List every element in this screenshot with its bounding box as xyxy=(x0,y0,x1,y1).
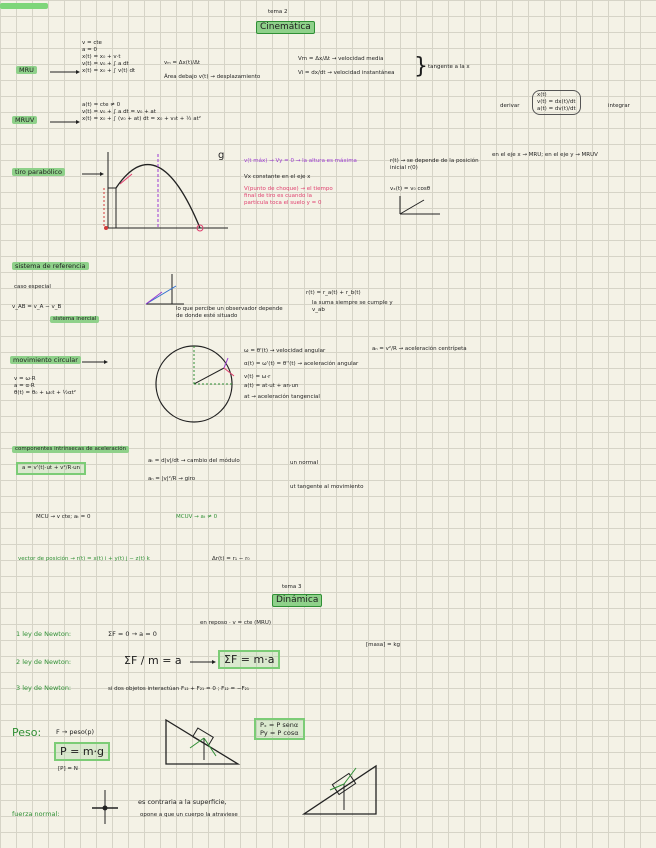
incline-diagram xyxy=(162,716,242,768)
componentes-label: componentes intrínsecas de aceleración xyxy=(12,446,129,453)
brace-icon: } xyxy=(414,54,428,79)
ley1-label: 1 ley de Newton: xyxy=(16,630,72,638)
circular-right: ω = θ'(t) → velocidad angular α(t) = ω'(t) = θ''(t) → aceleración angular v(t) = ω·r a(t) = at·ut + an·un at → aceleración tangencial xyxy=(244,348,359,400)
circular-lines: v = ω·R a = α·R θ(t) = θ₀ + ω₀t + ½αt² xyxy=(14,376,76,396)
peso-line1: F → peso(p) xyxy=(56,728,95,736)
tiro-vpunto: V(punto de choque) → el tiempo final de tiro es cuando la partícula toca el suelo y = 0 xyxy=(244,186,333,206)
components-box: Pₓ = P senα Py = P cosα xyxy=(254,718,305,740)
arrow-icon xyxy=(50,70,80,74)
define-block: x(t) v(t) = dx(t)/dt a(t) = dv(t)/dt xyxy=(532,90,581,115)
tema3-title: Dinámica xyxy=(272,594,322,607)
normal-label: fuerza normal: xyxy=(12,810,60,818)
integrate-label: integrar xyxy=(608,103,630,109)
componentes-at: aₜ = d|v|/dt → cambio del módulo xyxy=(148,458,240,464)
mru-lines: v = cte a = 0 x(t) = x₀ + v·t v(t) = v₀ + ∫ a dt x(t) = x₀ + ∫ v(t) dt xyxy=(82,40,136,74)
normal-line1: es contraria a la superficie, xyxy=(138,798,227,806)
tiro-right2: vₓ(t) = v₀ cosθ xyxy=(390,186,431,192)
reference-diagram xyxy=(142,272,188,308)
projectile-diagram xyxy=(96,146,236,236)
mru-label: MRU xyxy=(16,66,37,74)
arrow-icon xyxy=(50,120,80,124)
sistema-label: sistema de referencia xyxy=(12,262,89,270)
ley1-eq: ΣF = 0 → a = 0 xyxy=(108,630,157,638)
mcuv-note: MCUV → aₜ ≠ 0 xyxy=(176,514,218,520)
caso-especial: caso especial xyxy=(14,284,51,290)
tiro-vmax: v(t máx) → Vy = 0 → la altura es máxima xyxy=(244,158,357,164)
ley2-eq: ΣF / m = a xyxy=(124,654,182,667)
tiro-eje: en el eje x → MRU; en el eje y → MRUV xyxy=(492,152,598,158)
mruv-label: MRUV xyxy=(12,116,37,124)
mru-note: Área debajo v(t) → desplazamiento xyxy=(164,74,261,80)
tema2-title: Cinemática xyxy=(256,21,315,34)
masa-unit: [masa] = kg xyxy=(366,642,401,648)
normal-diagram xyxy=(90,786,120,826)
tiro-right1: r(t) → se depende de la posición inicial r(0) xyxy=(390,158,479,171)
circle-diagram xyxy=(152,342,236,426)
sistema-right2: la suma siempre se cumple y v_ab xyxy=(312,300,393,313)
mcu-note: MCU → v cte; aₜ = 0 xyxy=(36,514,91,520)
centripetal: aₙ = v²/R → aceleración centrípeta xyxy=(372,346,467,352)
tiro-label: tiro parabólico xyxy=(12,168,65,176)
circular-label: movimiento circular xyxy=(10,356,81,364)
incline-diagram-2 xyxy=(300,760,378,818)
peso-box: P = m·g xyxy=(54,742,110,761)
gravity-g: g xyxy=(218,150,225,161)
arrow-icon xyxy=(82,360,108,364)
vector-diagram xyxy=(396,194,446,218)
componentes-right2: ut tangente al movimiento xyxy=(290,484,364,490)
tema2-label: tema 2 xyxy=(268,9,288,15)
vm-label: Vm = Δx/Δt → velocidad media xyxy=(298,56,384,62)
mruv-lines: a(t) = cte ≠ 0 v(t) = v₀ + ∫ a dt = v₀ + at x(t) = x₀ + ∫ (v₀ + at) dt = x₀ + v₀t + ½ at² xyxy=(82,102,201,122)
brace-note: tangente a la x xyxy=(428,64,470,70)
peso-label: Peso: xyxy=(12,726,42,739)
ley3-label: 3 ley de Newton: xyxy=(16,684,72,692)
sistema-eq: v_AB = v_A − v_B xyxy=(12,304,62,310)
delta-r: Δr(t) = r₁ − r₀ xyxy=(212,556,250,562)
scroll-indicator[interactable] xyxy=(0,3,48,9)
componentes-right1: un normal xyxy=(290,460,318,466)
sistema-right: r(t) = r_a(t) + r_b(t) xyxy=(306,290,361,296)
position-vector: vector de posición → r(t) = x(t) i + y(t) j − z(t) k xyxy=(18,556,150,562)
vi-label: Vi = dx/dt → velocidad instantánea xyxy=(298,70,395,76)
sistema-sub: sistema inercial xyxy=(50,316,99,323)
ley2-label: 2 ley de Newton: xyxy=(16,658,72,666)
sistema-note: lo que percibe un observador depende de donde esté situado xyxy=(176,306,283,319)
tema3-label: tema 3 xyxy=(282,584,302,590)
arrow-icon xyxy=(190,660,216,664)
componentes-box: a = v'(t)·ut + v²/R·un xyxy=(16,462,86,475)
tiro-vx: Vx constante en el eje x xyxy=(244,174,311,180)
derive-label: derivar xyxy=(500,103,520,109)
peso-unit: [P] = N xyxy=(58,766,78,772)
ley3-eq: si dos objetos interactúan F₁₂ + F₂₁ = 0 ; F₁₂ = −F₂₁ xyxy=(108,686,250,692)
ley2-box: ΣF = m·a xyxy=(218,650,280,669)
mru-vm: vₘ = Δx(t)/Δt xyxy=(164,60,201,66)
ley1-note: en reposo · v = cte (MRU) xyxy=(200,620,272,626)
normal-line2: opone a que un cuerpo la atraviese xyxy=(140,812,238,818)
componentes-an: aₙ = |v|²/R → giro xyxy=(148,476,196,482)
